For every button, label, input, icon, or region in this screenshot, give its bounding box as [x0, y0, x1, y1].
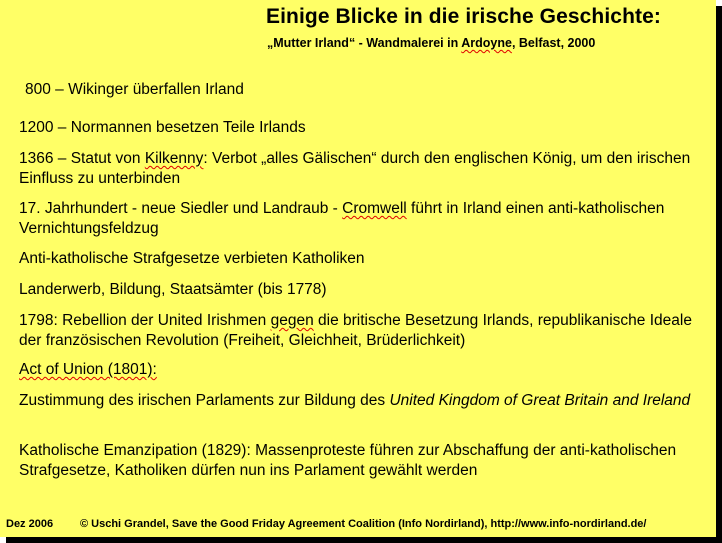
- timeline-item-17th-century: [19, 199, 709, 239]
- slide-title: Einige Blicke in die irische Geschichte:: [266, 5, 661, 28]
- item-text: Katholische Emanzipation (1829): Massenproteste führen zur Abschaffung der anti-katholischen Strafgesetze, Katholiken dürfen nun ins Parlament gewählt werden: [19, 442, 677, 479]
- item-spellcheck-word: Kilkenny: [144, 150, 204, 167]
- item-text: Act of Union (1801):: [19, 361, 157, 378]
- item-italic-text: United Kingdom of Great Britain and Ireland: [389, 392, 691, 409]
- item-text: Zustimmung des irischen Parlaments zur Bildung des: [19, 392, 390, 409]
- item-spellcheck-word: gegen: [270, 312, 314, 329]
- item-text: 800 – Wikinger überfallen Irland: [25, 81, 244, 98]
- timeline-item-800: [25, 80, 715, 100]
- item-text-rest: führt in Irland einen anti-katholischen Vernichtungsfeldzug: [19, 200, 665, 237]
- timeline-item-act-of-union: [19, 360, 709, 380]
- item-text: 1798: Rebellion der United Irishmen: [19, 312, 271, 329]
- footer-date: Dez 2006: [6, 518, 54, 530]
- timeline-item-1798: [19, 311, 709, 351]
- item-text: Anti-katholische Strafgesetze verbieten Katholiken: [19, 250, 365, 267]
- footer-credit: © Uschi Grandel, Save the Good Friday Agreement Coalition (Info Nordirland), http://www.info-nordirland.de/: [80, 518, 647, 530]
- slide-shadow-bottom: [6, 537, 722, 543]
- subtitle-place: Ardoyne: [461, 36, 512, 50]
- timeline-item-1366: [19, 149, 709, 189]
- timeline-item-penal-laws: [19, 249, 709, 269]
- slide-subtitle: [267, 36, 595, 50]
- item-text: 1200 – Normannen besetzen Teile Irlands: [19, 119, 306, 136]
- item-text: Landerwerb, Bildung, Staatsämter (bis 1778): [19, 281, 327, 298]
- item-text-rest: die britische Besetzung Irlands, republikanische Ideale der französischen Revolution (Freiheit, Gleichheit, Brüderlichkeit): [19, 312, 692, 349]
- item-text: 17. Jahrhundert - neue Siedler und Landraub -: [19, 200, 343, 217]
- timeline-item-emancipation: [19, 441, 709, 481]
- item-text-rest: : Verbot „alles Gälischen“ durch den englischen König, um den irischen Einfluss zu unterbinden: [19, 150, 691, 187]
- item-spellcheck-word: Cromwell: [342, 200, 407, 217]
- item-text: 1366 – Statut von: [19, 150, 145, 167]
- slide-shadow-right: [716, 6, 722, 543]
- subtitle-rest: , Belfast, 2000: [511, 36, 596, 50]
- timeline-item-parliament: [19, 391, 709, 411]
- timeline-item-land-education: [19, 280, 709, 300]
- subtitle-text: „Mutter Irland“ - Wandmalerei in: [267, 36, 462, 50]
- timeline-item-1200: [19, 118, 709, 138]
